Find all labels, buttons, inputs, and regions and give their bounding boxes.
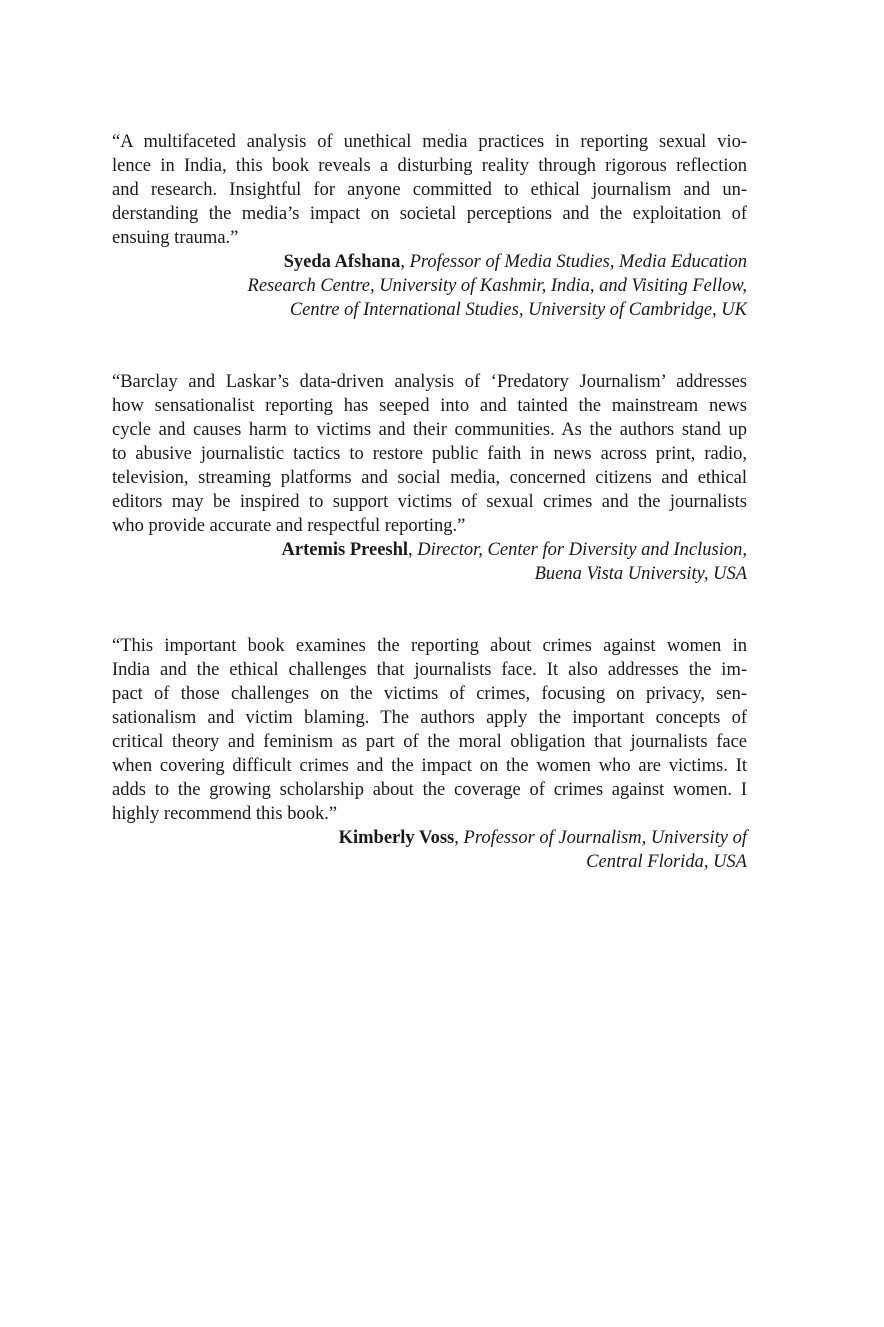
endorsement-3	[112, 634, 747, 874]
endorser-name: Syeda Afshana	[283, 252, 401, 272]
endorser-affiliation: Central Florida, USA	[586, 852, 747, 872]
endorsement-attribution	[112, 826, 747, 874]
quote-line: ensuing trauma.”	[112, 228, 239, 248]
endorsement-1	[112, 130, 747, 322]
quote-line: editors may be inspired to support victims of sexual crimes and the journalists	[112, 492, 747, 512]
quote-line: “A multifaceted analysis of unethical media practices in reporting sexual vio-	[112, 132, 747, 152]
quote-line: highly recommend this book.”	[112, 804, 338, 824]
quote-line: and research. Insightful for anyone committed to ethical journalism and un-	[112, 180, 747, 200]
endorsement-attribution	[112, 538, 747, 586]
endorsement-quote	[112, 370, 747, 538]
attribution-line	[112, 250, 747, 274]
name-separator: ,	[454, 828, 464, 848]
quote-line: adds to the growing scholarship about the coverage of crimes against women. I	[112, 780, 747, 800]
quote-line: derstanding the media’s impact on societal perceptions and the exploitation of	[112, 204, 747, 224]
quote-line: sationalism and victim blaming. The authors apply the important concepts of	[112, 708, 747, 728]
endorser-affiliation: Buena Vista University, USA	[534, 564, 747, 584]
endorser-name: Artemis Preeshl	[281, 540, 409, 560]
attribution-line	[112, 826, 747, 850]
quote-line: “Barclay and Laskar’s data-driven analysis of ‘Predatory Journalism’ addresses	[112, 372, 747, 392]
endorser-affiliation: Director, Center for Diversity and Inclusion,	[417, 540, 747, 560]
endorser-affiliation: Professor of Media Studies, Media Education	[409, 252, 747, 272]
name-separator: ,	[408, 540, 418, 560]
quote-line: lence in India, this book reveals a disturbing reality through rigorous reflection	[112, 156, 747, 176]
quote-line: television, streaming platforms and social media, concerned citizens and ethical	[112, 468, 747, 488]
quote-line: who provide accurate and respectful reporting.”	[112, 516, 466, 536]
attribution-line	[112, 538, 747, 562]
quote-line: how sensationalist reporting has seeped into and tainted the mainstream news	[112, 396, 747, 416]
quote-line: India and the ethical challenges that journalists face. It also addresses the im-	[112, 660, 747, 680]
quote-line: pact of those challenges on the victims of crimes, focusing on privacy, sen-	[112, 684, 747, 704]
quote-line: critical theory and feminism as part of the moral obligation that journalists face	[112, 732, 747, 752]
endorser-affiliation: Research Centre, University of Kashmir, India, and Visiting Fellow,	[247, 276, 747, 296]
endorsement-quote	[112, 634, 747, 826]
endorsement-quote	[112, 130, 747, 250]
endorsement-attribution	[112, 250, 747, 322]
name-separator: ,	[400, 252, 410, 272]
endorsement-2	[112, 370, 747, 586]
quote-line: when covering difficult crimes and the impact on the women who are victims. It	[112, 756, 747, 776]
endorser-name: Kimberly Voss	[338, 828, 455, 848]
endorser-affiliation: Professor of Journalism, University of	[463, 828, 747, 848]
endorser-affiliation: Centre of International Studies, University of Cambridge, UK	[289, 300, 747, 320]
quote-line: to abusive journalistic tactics to restore public faith in news across print, radio,	[112, 444, 747, 464]
quote-line: “This important book examines the reporting about crimes against women in	[112, 636, 747, 656]
quote-line: cycle and causes harm to victims and their communities. As the authors stand up	[112, 420, 747, 440]
